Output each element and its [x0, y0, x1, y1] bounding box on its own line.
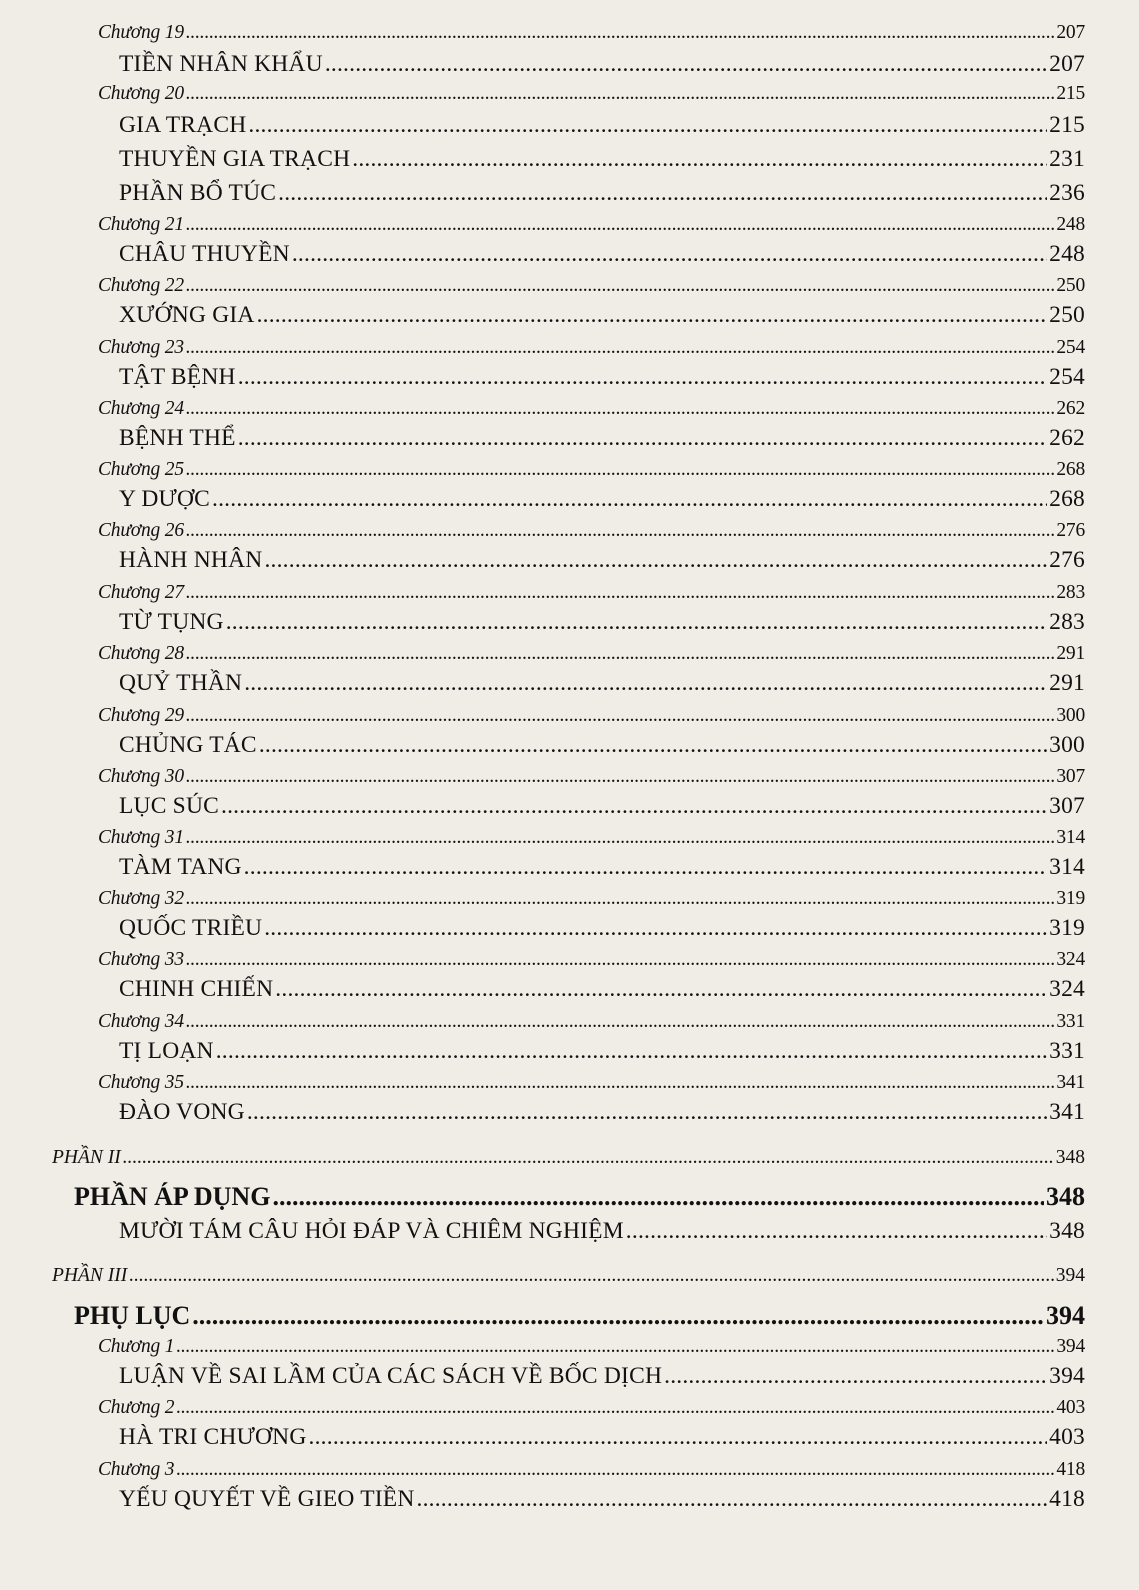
toc-entry-label: Chương 34 — [98, 1011, 184, 1032]
toc-entry-page-number: 268 — [1056, 459, 1085, 480]
dot-leader — [186, 275, 1054, 297]
toc-entry-title[interactable] — [119, 976, 1085, 1003]
toc-entry-label: Y DƯỢC — [119, 486, 211, 512]
toc-entry-page-number: 248 — [1049, 241, 1085, 267]
toc-entry-page-number: 254 — [1049, 364, 1085, 390]
toc-entry-title[interactable] — [119, 1363, 1085, 1390]
toc-entry-page-number: 276 — [1056, 520, 1085, 541]
toc-entry-page-number: 394 — [1056, 1336, 1085, 1357]
toc-entry-chap[interactable] — [98, 766, 1085, 788]
toc-entry-title[interactable] — [119, 1486, 1085, 1513]
dot-leader — [244, 854, 1047, 881]
toc-entry-title[interactable] — [119, 1099, 1085, 1126]
toc-entry-label: Chương 3 — [98, 1459, 175, 1480]
toc-entry-chap[interactable] — [98, 275, 1085, 297]
toc-entry-label: CHỦNG TÁC — [119, 732, 257, 758]
toc-entry-title[interactable] — [119, 486, 1085, 513]
dot-leader — [216, 1038, 1047, 1065]
toc-entry-label: Chương 33 — [98, 949, 184, 970]
toc-entry-label: PHẦN BỔ TÚC — [119, 180, 277, 206]
toc-entry-page-number: 319 — [1056, 888, 1085, 909]
dot-leader — [212, 486, 1047, 513]
dot-leader — [186, 643, 1054, 665]
toc-entry-label: Chương 25 — [98, 459, 184, 480]
toc-entry-page-number: 418 — [1056, 1459, 1085, 1480]
toc-entry-chap[interactable] — [98, 1459, 1085, 1481]
toc-entry-label: TỪ TỤNG — [119, 609, 224, 635]
toc-entry-label: TỊ LOẠN — [119, 1038, 214, 1064]
toc-entry-label: Chương 30 — [98, 766, 184, 787]
toc-entry-page-number: 262 — [1049, 425, 1085, 451]
dot-leader — [186, 705, 1054, 727]
toc-entry-chap[interactable] — [98, 459, 1085, 481]
dot-leader — [123, 1147, 1054, 1169]
toc-entry-chap[interactable] — [98, 1011, 1085, 1033]
toc-entry-label: Chương 28 — [98, 643, 184, 664]
toc-entry-title[interactable] — [119, 670, 1085, 697]
toc-entry-page-number: 250 — [1049, 302, 1085, 328]
dot-leader — [192, 1301, 1044, 1331]
dot-leader — [186, 22, 1054, 44]
toc-entry-label: Chương 2 — [98, 1397, 175, 1418]
toc-entry-page-number: 348 — [1046, 1182, 1085, 1211]
toc-entry-title[interactable] — [119, 1038, 1085, 1065]
dot-leader — [186, 1011, 1054, 1033]
toc-entry-title[interactable] — [119, 241, 1085, 268]
toc-entry-page-number: 291 — [1049, 670, 1085, 696]
dot-leader — [259, 732, 1047, 759]
toc-entry-chap[interactable] — [98, 1397, 1085, 1419]
dot-leader — [186, 827, 1054, 849]
toc-entry-label: PHẦN ÁP DỤNG — [74, 1182, 271, 1211]
toc-entry-chap[interactable] — [98, 214, 1085, 236]
toc-entry-page-number: 207 — [1056, 22, 1085, 43]
dot-leader — [186, 214, 1054, 236]
dot-leader — [264, 915, 1047, 942]
toc-entry-label: Chương 22 — [98, 275, 184, 296]
toc-entry-page-number: 314 — [1056, 827, 1085, 848]
toc-entry-title[interactable] — [119, 180, 1085, 207]
dot-leader — [238, 425, 1047, 452]
toc-entry-label: XƯỚNG GIA — [119, 302, 255, 328]
dot-leader — [176, 1459, 1054, 1481]
toc-entry-page-number: 403 — [1056, 1397, 1085, 1418]
toc-entry-title[interactable] — [119, 364, 1085, 391]
toc-entry-label: YẾU QUYẾT VỀ GIEO TIỀN — [119, 1486, 415, 1512]
toc-entry-page-number: 276 — [1049, 547, 1085, 573]
toc-entry-chap[interactable] — [98, 1072, 1085, 1094]
toc-entry-label: TẬT BỆNH — [119, 364, 236, 390]
toc-entry-page-number: 250 — [1056, 275, 1085, 296]
toc-entry-title[interactable] — [119, 793, 1085, 820]
toc-entry-page-number: 283 — [1049, 609, 1085, 635]
dot-leader — [325, 51, 1047, 78]
dot-leader — [186, 459, 1054, 481]
toc-entry-label: MƯỜI TÁM CÂU HỎI ĐÁP VÀ CHIÊM NGHIỆM — [119, 1218, 624, 1244]
dot-leader — [226, 609, 1047, 636]
toc-entry-page-number: 324 — [1049, 976, 1085, 1002]
dot-leader — [275, 976, 1047, 1003]
toc-entry-label: Chương 26 — [98, 520, 184, 541]
dot-leader — [176, 1336, 1054, 1358]
toc-entry-label: QUỶ THẦN — [119, 670, 243, 696]
toc-entry-page-number: 403 — [1049, 1424, 1085, 1450]
dot-leader — [292, 241, 1047, 268]
toc-entry-label: Chương 29 — [98, 705, 184, 726]
toc-entry-label: Chương 35 — [98, 1072, 184, 1093]
toc-entry-chap[interactable] — [98, 398, 1085, 420]
toc-entry-label: TÀM TANG — [119, 854, 242, 880]
dot-leader — [244, 670, 1047, 697]
dot-leader — [186, 888, 1054, 910]
dot-leader — [186, 83, 1054, 105]
toc-entry-chap[interactable] — [98, 582, 1085, 604]
toc-entry-page-number: 394 — [1055, 1265, 1085, 1286]
toc-entry-title[interactable] — [119, 732, 1085, 759]
toc-entry-page-number: 215 — [1056, 83, 1085, 104]
toc-entry-page-number: 283 — [1056, 582, 1085, 603]
toc-entry-page-number: 236 — [1049, 180, 1085, 206]
toc-entry-label: Chương 24 — [98, 398, 184, 419]
toc-entry-label: HÀ TRI CHƯƠNG — [119, 1424, 307, 1450]
dot-leader — [238, 364, 1047, 391]
toc-entry-title[interactable] — [119, 547, 1085, 574]
toc-entry-major[interactable] — [74, 1301, 1085, 1331]
toc-entry-page-number: 319 — [1049, 915, 1085, 941]
dot-leader — [186, 949, 1054, 971]
dot-leader — [248, 112, 1047, 139]
toc-entry-label: BỆNH THỂ — [119, 425, 236, 451]
toc-entry-title[interactable] — [119, 609, 1085, 636]
toc-entry-title[interactable] — [119, 112, 1085, 139]
dot-leader — [264, 547, 1047, 574]
toc-entry-label: THUYỀN GIA TRẠCH — [119, 146, 351, 172]
toc-entry-page-number: 231 — [1049, 146, 1085, 172]
toc-entry-label: HÀNH NHÂN — [119, 547, 263, 573]
toc-entry-chap[interactable] — [98, 949, 1085, 971]
toc-entry-label: Chương 19 — [98, 22, 184, 43]
dot-leader — [186, 398, 1054, 420]
dot-leader — [626, 1218, 1047, 1245]
toc-entry-page-number: 254 — [1056, 337, 1085, 358]
toc-entry-label: QUỐC TRIỀU — [119, 915, 263, 941]
toc-entry-title[interactable] — [119, 1218, 1085, 1245]
toc-entry-part[interactable] — [52, 1265, 1085, 1287]
toc-entry-page-number: 341 — [1049, 1099, 1085, 1125]
dot-leader — [186, 520, 1054, 542]
toc-entry-label: GIA TRẠCH — [119, 112, 247, 138]
toc-entry-chap[interactable] — [98, 643, 1085, 665]
dot-leader — [309, 1424, 1048, 1451]
toc-entry-page-number: 300 — [1049, 732, 1085, 758]
toc-entry-page-number: 394 — [1046, 1301, 1085, 1330]
toc-entry-label: Chương 20 — [98, 83, 184, 104]
toc-entry-label: CHINH CHIẾN — [119, 976, 274, 1002]
dot-leader — [278, 180, 1047, 207]
toc-entry-chap[interactable] — [98, 705, 1085, 727]
toc-entry-page-number: 331 — [1049, 1038, 1085, 1064]
toc-entry-label: Chương 32 — [98, 888, 184, 909]
dot-leader — [272, 1182, 1044, 1212]
toc-entry-page-number: 348 — [1055, 1147, 1085, 1168]
toc-entry-label: Chương 1 — [98, 1336, 175, 1357]
dot-leader — [186, 337, 1054, 359]
dot-leader — [417, 1486, 1048, 1513]
toc-entry-page-number: 262 — [1056, 398, 1085, 419]
toc-entry-page-number: 331 — [1056, 1011, 1085, 1032]
toc-entry-title[interactable] — [119, 51, 1085, 78]
toc-entry-label: TIỀN NHÂN KHẨU — [119, 51, 323, 77]
toc-entry-title[interactable] — [119, 915, 1085, 942]
toc-entry-chap[interactable] — [98, 827, 1085, 849]
toc-entry-page-number: 324 — [1056, 949, 1085, 970]
toc-entry-label: PHỤ LỤC — [74, 1301, 191, 1330]
dot-leader — [186, 582, 1054, 604]
toc-entry-label: ĐÀO VONG — [119, 1099, 245, 1125]
toc-entry-label: CHÂU THUYỀN — [119, 241, 290, 267]
toc-entry-title[interactable] — [119, 302, 1085, 329]
toc-entry-label: PHẦN II — [52, 1147, 121, 1168]
toc-entry-page-number: 215 — [1049, 112, 1085, 138]
toc-entry-part[interactable] — [52, 1147, 1085, 1169]
toc-entry-page-number: 248 — [1056, 214, 1085, 235]
toc-entry-page-number: 291 — [1056, 643, 1085, 664]
toc-entry-page-number: 418 — [1049, 1486, 1085, 1512]
toc-entry-label: LỤC SÚC — [119, 793, 219, 819]
toc-entry-page-number: 307 — [1049, 793, 1085, 819]
toc-entry-major[interactable] — [74, 1182, 1085, 1212]
toc-entry-chap[interactable] — [98, 83, 1085, 105]
toc-entry-chap[interactable] — [98, 1336, 1085, 1358]
dot-leader — [176, 1397, 1054, 1419]
toc-entry-chap[interactable] — [98, 520, 1085, 542]
dot-leader — [186, 766, 1054, 788]
dot-leader — [257, 302, 1048, 329]
dot-leader — [247, 1099, 1047, 1126]
toc-entry-title[interactable] — [119, 425, 1085, 452]
toc-entry-page-number: 314 — [1049, 854, 1085, 880]
toc-entry-title[interactable] — [119, 146, 1085, 173]
toc-entry-page-number: 341 — [1056, 1072, 1085, 1093]
toc-entry-page-number: 348 — [1049, 1218, 1085, 1244]
toc-entry-page-number: 307 — [1056, 766, 1085, 787]
toc-entry-label: Chương 27 — [98, 582, 184, 603]
toc-entry-page-number: 300 — [1056, 705, 1085, 726]
toc-entry-chap[interactable] — [98, 337, 1085, 359]
toc-entry-page-number: 207 — [1049, 51, 1085, 77]
toc-entry-label: Chương 23 — [98, 337, 184, 358]
toc-entry-page-number: 394 — [1049, 1363, 1085, 1389]
toc-entry-label: Chương 21 — [98, 214, 184, 235]
toc-entry-title[interactable] — [119, 1424, 1085, 1451]
dot-leader — [186, 1072, 1054, 1094]
toc-entry-page-number: 268 — [1049, 486, 1085, 512]
dot-leader — [352, 146, 1047, 173]
toc-entry-label: Chương 31 — [98, 827, 184, 848]
toc-entry-label: PHẦN III — [52, 1265, 128, 1286]
toc-entry-label: LUẬN VỀ SAI LẦM CỦA CÁC SÁCH VỀ BỐC DỊCH — [119, 1363, 663, 1389]
dot-leader — [221, 793, 1047, 820]
toc-entry-chap[interactable] — [98, 888, 1085, 910]
dot-leader — [129, 1265, 1053, 1287]
toc-entry-chap[interactable] — [98, 22, 1085, 44]
toc-entry-title[interactable] — [119, 854, 1085, 881]
dot-leader — [664, 1363, 1047, 1390]
